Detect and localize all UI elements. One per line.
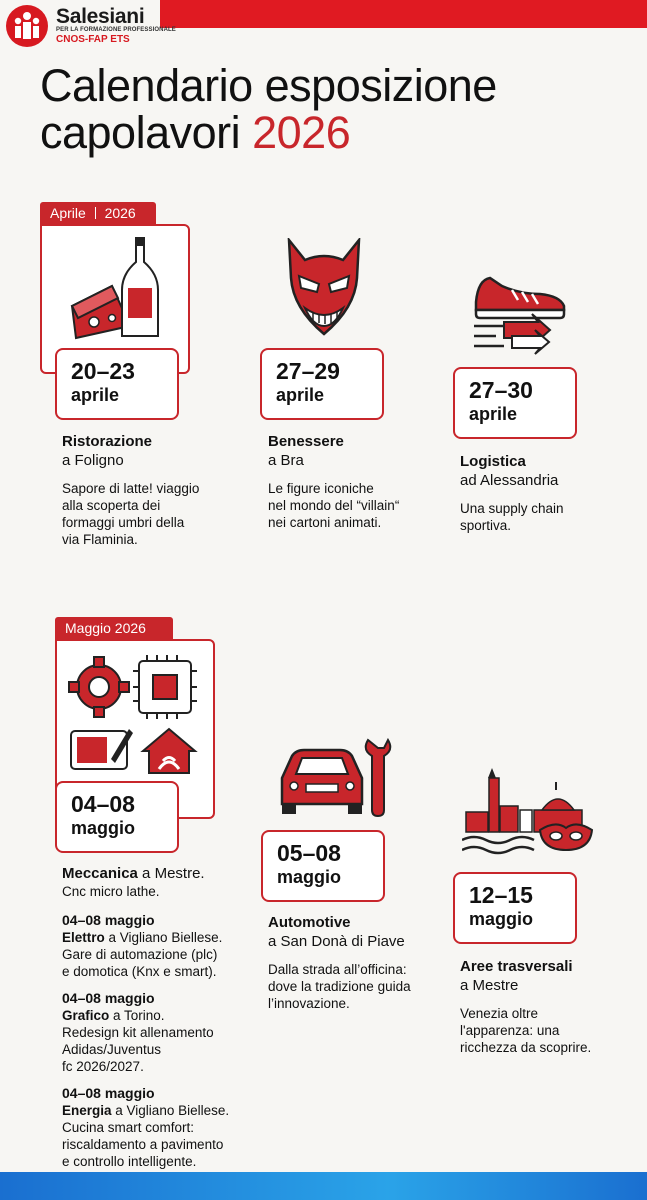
event-category: Logistica [460,453,526,470]
event-info [268,913,458,1012]
event-location: a Mestre [460,977,519,994]
date-box [55,781,179,853]
entry-category: Grafico [62,1008,110,1023]
date-month: aprile [71,385,120,405]
event-description [268,961,458,1012]
date-range: 12–15 [469,882,533,908]
desc-line: dove la tradizione guida [268,979,411,994]
entry-description: fc 2026/2027. [62,1059,144,1074]
entry-description: Gare di automazione (plc) [62,947,218,962]
entry-description: Redesign kit allenamento [62,1025,214,1040]
event-description [460,500,640,534]
entry-category: Energia [62,1103,112,1118]
entry-location: a Vigliano Biellese. [111,1103,230,1118]
desc-line: l’innovazione. [268,996,350,1011]
april-tag-month: Aprile [50,205,86,221]
event-location: a San Donà di Piave [268,933,405,950]
desc-line: sportiva. [460,518,512,533]
entry-description: e controllo intelligente. [62,1154,197,1169]
entry-description: Cnc micro lathe. [62,884,160,899]
first-column-entries [62,864,262,1170]
entry-date: 04–08 maggio [62,912,155,928]
brand-subtitle: PER LA FORMAZIONE PROFESSIONALE [56,27,176,33]
date-range: 20–23 [71,358,135,384]
title-line-1: Calendario esposizione [40,60,497,111]
desc-line: nel mondo del “villain“ [268,498,400,513]
date-month: maggio [71,818,136,838]
sneaker-arrows-icon [472,272,568,358]
desc-line: Sapore di latte! viaggio [62,481,200,496]
event-category: Benessere [268,433,344,450]
list-item [62,990,262,1075]
april-month-tag [40,202,156,224]
entry-description: Cucina smart comfort: [62,1120,195,1135]
desc-line: alla scoperta dei [62,498,161,513]
entry-category: Elettro [62,930,105,945]
date-range: 27–29 [276,358,340,384]
entry-date: 04–08 maggio [62,990,155,1006]
event-location: a Foligno [62,452,124,469]
salesiani-logo-icon [6,5,48,47]
list-item [62,864,262,900]
event-info [268,432,448,531]
date-box [260,348,384,420]
entry-location: a Torino. [109,1008,165,1023]
event-category: Automotive [268,914,351,931]
desc-line: via Flaminia. [62,532,138,547]
event-description [62,480,242,548]
date-range: 27–30 [469,377,533,403]
entry-location: a Vigliano Biellese. [104,930,223,945]
date-box [261,830,385,902]
entry-description: riscaldamento a pavimento [62,1137,224,1152]
date-month: aprile [469,404,518,424]
date-box [55,348,179,420]
entry-description: e domotica (Knx e smart). [62,964,217,979]
event-location: a Bra [268,452,304,469]
desc-line: l'apparenza: una [460,1023,560,1038]
date-range: 04–08 [71,791,135,817]
event-info [460,957,640,1056]
date-month: maggio [277,867,342,887]
title-line-2-text: capolavori [40,107,253,158]
list-item [62,1085,262,1170]
bottom-blue-bar [0,1172,647,1200]
car-wrench-icon [276,738,392,818]
brand-name: Salesiani [56,5,145,28]
date-range: 05–08 [277,840,341,866]
page-title [40,62,620,156]
date-month: aprile [276,385,325,405]
desc-line: formaggi umbri della [62,515,185,530]
title-line-2 [40,109,620,156]
may-month-tag: Maggio 2026 [55,617,173,639]
entry-description: Adidas/Juventus [62,1042,162,1057]
entry-date: 04–08 maggio [62,1085,155,1101]
desc-line: Una supply chain [460,501,564,516]
event-info [460,452,640,534]
brand-org: CNOS-FAP ETS [56,34,130,45]
entry-location: a Mestre. [137,865,205,882]
event-category: Ristorazione [62,433,153,450]
desc-line: ricchezza da scoprire. [460,1040,592,1055]
event-location: ad Alessandria [460,472,559,489]
top-red-bar [160,0,647,28]
date-box [453,872,577,944]
event-category: Aree trasversali [460,958,573,975]
date-box [453,367,577,439]
list-item [62,912,262,980]
title-year: 2026 [252,107,351,158]
venice-skyline-mask-icon [462,766,596,862]
event-info [62,432,242,548]
desc-line: nei cartoni animati. [268,515,382,530]
event-description [268,480,448,531]
event-description [460,1005,640,1056]
desc-line: Venezia oltre [460,1006,539,1021]
villain-mask-icon [283,238,365,338]
april-tag-year: 2026 [104,205,136,221]
date-month: maggio [469,909,534,929]
entry-category: Meccanica [62,865,138,882]
desc-line: Dalla strada all’officina: [268,962,407,977]
desc-line: Le figure iconiche [268,481,374,496]
